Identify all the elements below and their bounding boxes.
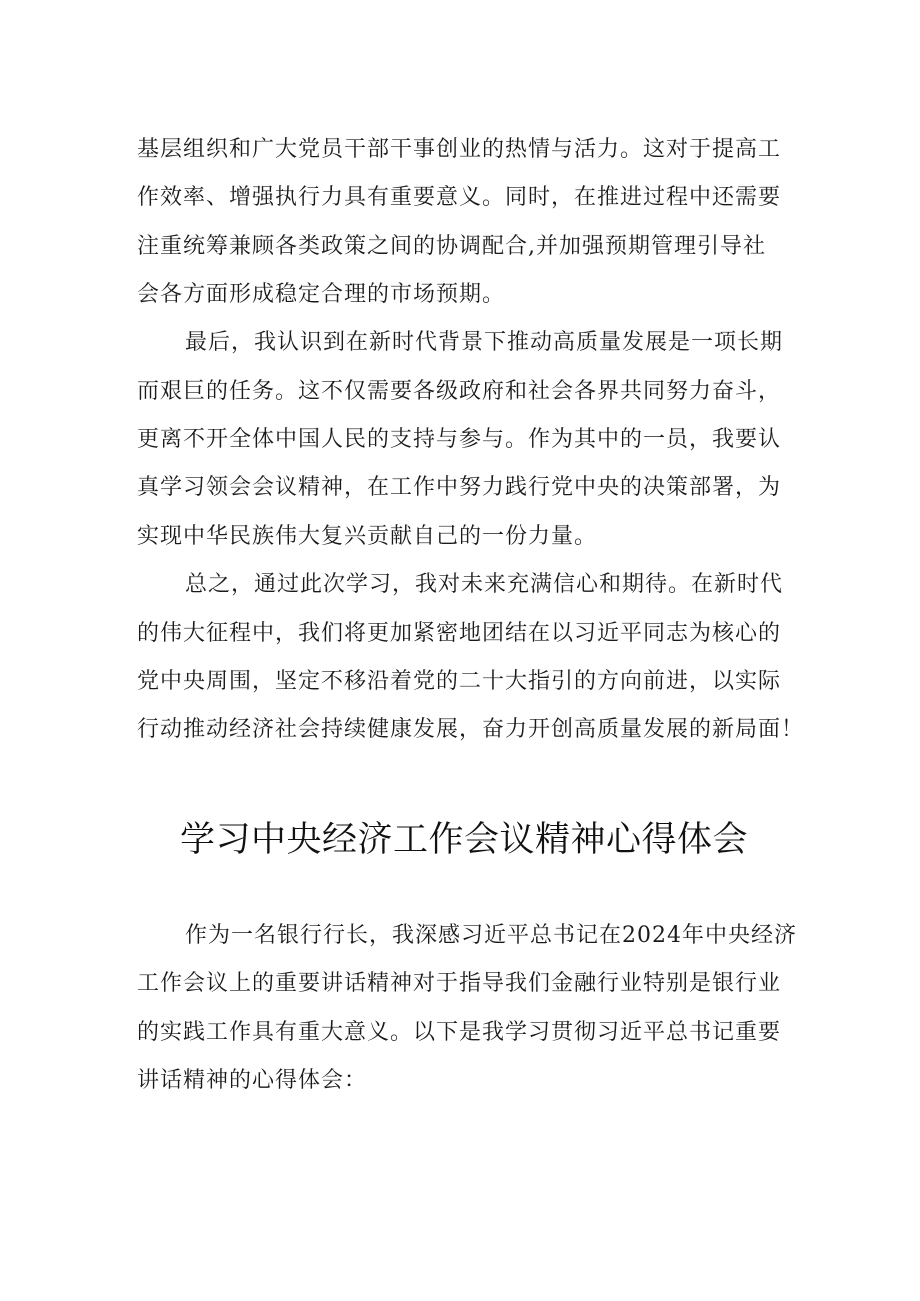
text-line: 作为一名银行行长，我深感习近平总书记在2024年中央经济 xyxy=(185,923,797,948)
text-line: 行动推动经济社会持续健康发展，奋力开创高质量发展的新局面！ xyxy=(137,717,805,742)
text-line: 的伟大征程中，我们将更加紧密地团结在以习近平同志为核心的 xyxy=(137,621,782,646)
text-line: 讲话精神的心得体会： xyxy=(137,1068,368,1093)
text-line: 而艰巨的任务。这不仅需要各级政府和社会各界共同努力奋斗， xyxy=(137,379,782,404)
text-line: 党中央周围，坚定不移沿着党的二十大指引的方向前进，以实际 xyxy=(137,669,782,694)
text-line: 作效率、增强执行力具有重要意义。同时，在推进过程中还需要 xyxy=(137,185,782,210)
text-line: 工作会议上的重要讲话精神对于指导我们金融行业特别是银行业 xyxy=(137,971,782,996)
text-line: 实现中华民族伟大复兴贡献自己的一份力量。 xyxy=(137,524,598,549)
text-line: 最后，我认识到在新时代背景下推动高质量发展是一项长期 xyxy=(185,330,784,355)
text-line: 注重统筹兼顾各类政策之间的协调配合,并加强预期管理引导社 xyxy=(137,234,766,259)
document-title: 学习中央经济工作会议精神心得体会 xyxy=(180,820,749,860)
text-line: 会各方面形成稳定合理的市场预期。 xyxy=(137,282,506,307)
text-line: 基层组织和广大党员干部干事创业的热情与活力。这对于提高工 xyxy=(137,137,782,162)
text-line: 真学习领会会议精神，在工作中努力践行党中央的决策部署，为 xyxy=(137,475,782,500)
text-line: 总之，通过此次学习，我对未来充满信心和期待。在新时代 xyxy=(185,572,784,597)
text-line: 的实践工作具有重大意义。以下是我学习贯彻习近平总书记重要 xyxy=(137,1020,782,1045)
text-line: 更离不开全体中国人民的支持与参与。作为其中的一员，我要认 xyxy=(137,427,782,452)
